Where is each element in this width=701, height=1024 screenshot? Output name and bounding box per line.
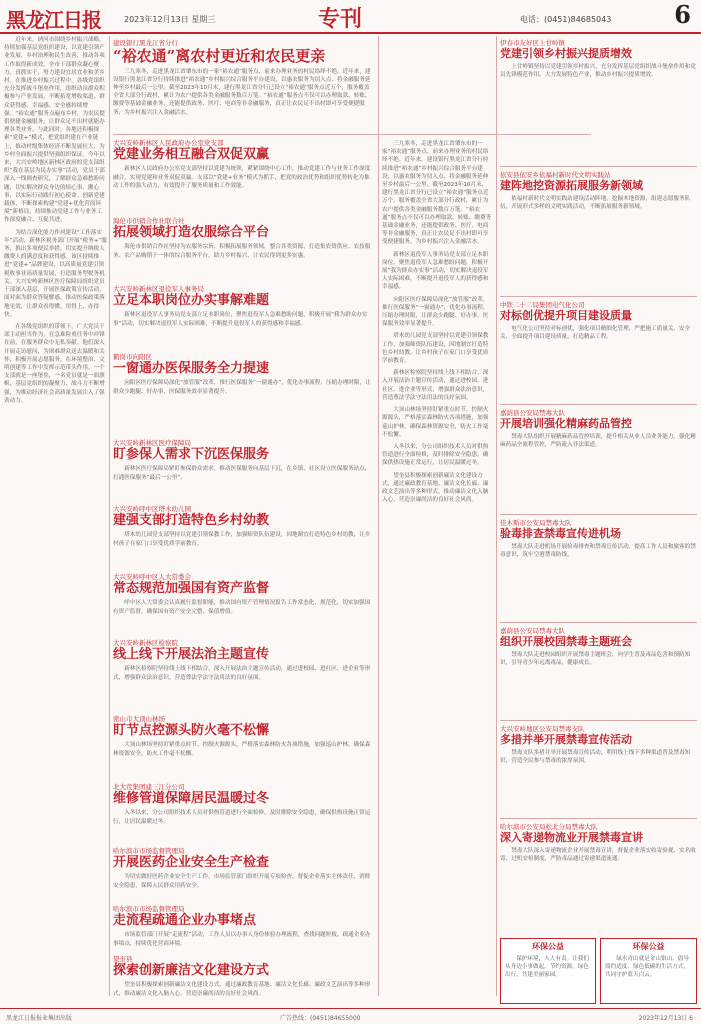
article-headline: 一窗通办医保服务全力提速	[113, 361, 270, 376]
article-headline: 对标创优提升项目建设质量	[500, 309, 632, 322]
paragraph: 入冬以来，分公司组织技术人员对供热管道进行全面检修，及时排除安全隐患，确保供热设施正常运行，让居民温暖过冬。	[382, 443, 489, 467]
article-a4	[113, 284, 375, 350]
article-headline: 维修管道保障居民温暖过冬	[113, 791, 270, 806]
paragraph: 向阳区医疗保障局深化“放管服”改革，推行医保服务“一窗通办”，优化办事流程，压缩办理时限，让群众少跑腿、好办事，医保服务效率显著提升。	[113, 380, 371, 395]
paragraph: 海伦市供销合作社坚持为农服务宗旨，积极拓展服务领域，整合各类资源，打造集农资供应、农技服务、农产品购销于一体的综合服务平台，助力乡村振兴，让农民得到更多实惠。	[113, 244, 371, 259]
paragraph: 望奎县积极探索创新廉洁文化建设方式，通过廉政教育基地、廉洁文化长廊、廉政文艺演出等多种形式，推动廉洁文化入脑入心，营造崇廉尚洁的良好社会风尚。	[113, 982, 371, 997]
box-title: 环保公益	[632, 942, 665, 951]
column-rule	[496, 36, 497, 996]
article-kicker: 哈尔滨市市场监督管理局	[113, 847, 185, 855]
article-body	[113, 809, 375, 825]
box-body	[501, 955, 595, 980]
phone-line: 电话：(0451)84685043	[520, 15, 612, 24]
issue-date: 2023年12月13日 星期三	[124, 15, 216, 24]
article-kicker: 嘉荫县公安局禁毒大队	[500, 627, 565, 635]
column-rule	[378, 36, 379, 996]
article-body	[113, 379, 375, 395]
article-kicker: 大兴安岭呼中区人大常委会	[113, 573, 191, 581]
paragraph: 电气化公司坚持对标创优，强化项目精细化管理，严把施工质量关、安全关，全面提升项目建设质量，打造精品工程。	[500, 326, 691, 341]
article-headline: 建阵地挖资源拓展服务新领域	[500, 179, 643, 192]
divider	[500, 818, 697, 819]
paragraph: 近年来，讷河市围绕乡村振兴战略，持续加强基层党组织建设，以党建引领产业发展、乡村治理和民生改善，推动各项工作取得新成效。全市干部群众凝心聚力、真抓实干，努力建设宜居宜业和美乡村。在推进乡村振兴过程中，各级党组织充分发挥战斗堡垒作用，组织动员群众积极参与产业发展，不断拓宽增收渠道，群众获得感、幸福感、安全感持续增强。“裕农通”服务点遍布乡村，为农民提供便捷金融服务，让群众足不出村就能办理各类业务。与此同时，各地还积极探索“党建+”模式，把党组织建在产业链上，推动村级集体经济不断发展壮大，为乡村全面振兴提供坚强组织保证。今年以来，大兴安岭地区新林区政府的党支部组织“我在基层为民办实事”活动，党员干部深入一线调查研究，了解群众急难愁盼问题，切实解决群众身边的烦心事、揪心事，以实际行动践行初心使命。创新党建载体，不断探索构建“党建+优化营商环境”新格局，持续推动党建工作与业务工作深度融合、互促共进。	[4, 37, 105, 224]
article-body	[500, 325, 697, 341]
article-kicker: 大兴安岭地区公安局禁毒支队	[500, 725, 585, 733]
paragraph: 市场监管部门开展“走流程”活动，工作人员以办事人身份体验办理流程，查找问题短板，疏通企业办事堵点，持续优化营商环境。	[113, 932, 371, 947]
paragraph: 新林区医疗保障局紧盯参保群众需求，推动医保服务向基层下沉，在乡镇、社区设立医保服务站点，打通医保服务“最后一公里”。	[113, 466, 371, 481]
public-service-box-1	[500, 938, 596, 1004]
article-kicker: 哈尔滨市市场监督管理局	[113, 905, 185, 913]
article-kicker: 建设银行黑龙江省分行	[113, 39, 178, 47]
article-a18	[500, 408, 697, 512]
article-body	[500, 433, 697, 449]
divider	[500, 404, 697, 405]
article-a7	[113, 504, 375, 570]
paragraph: 向阳区医疗保障局深化“放管服”改革，推行医保服务“一窗通办”，优化办事流程，压缩办理时限，让群众少跑腿、好办事，医保服务效率显著提升。	[382, 296, 489, 328]
paragraph: 禁毒大队组织开展精麻药品管控培训，提升相关从业人员业务能力，强化精麻药品全流程管控，严防流入非法渠道。	[500, 434, 696, 449]
article-kicker: 密山市大顶山林场	[113, 715, 165, 723]
divider	[500, 296, 697, 297]
article-headline: 多措并举开展禁毒宣传活动	[500, 733, 632, 746]
paragraph: 绿水青山就是金山银山。倡导简约适度、绿色低碳的生活方式，共同守护蓝天白云。	[605, 956, 689, 979]
column-rule	[109, 36, 110, 996]
paragraph: 保护环境，人人有责。让我们从身边小事做起，节约资源，绿色出行，共建美丽家园。	[505, 956, 589, 979]
article-headline: 开展培训强化精麻药品管控	[500, 417, 632, 430]
article-headline: 探索创新廉洁文化建设方式	[113, 963, 270, 978]
article-kicker: 鹤岗市向阳区	[113, 353, 152, 361]
article-body	[500, 847, 697, 863]
article-body	[500, 543, 697, 559]
paragraph: 依福村新时代文明实践站建设活动阵地，挖掘本地资源，组建志愿服务队伍，开展形式多样的文明实践活动，不断拓展服务新领域。	[500, 196, 691, 211]
article-kicker: 伊春市友好区上甘岭镇	[500, 39, 565, 47]
paragraph: 禁毒大队深入寄递物流企业开展禁毒宣讲，督促企业落实收寄验视、实名收寄、过机安检制度，严防毒品通过寄递渠道流通。	[500, 848, 696, 863]
article-headline: 党建业务相互融合双促双赢	[113, 147, 270, 162]
article-body	[113, 931, 375, 947]
article-body	[113, 981, 375, 997]
paragraph: 在各级党组织的带领下，广大党员干部主动担当作为，在急难险重任务中冲锋在前，在服务群众中无私奉献。他们深入开展走访慰问，为困难群众送去温暖和关怀；积极开展志愿服务，在环境整治、文明创建等工作中发挥示范带头作用。一个支部就是一座堡垒，一名党员就是一面旗帜，基层党组织的凝聚力、战斗力不断增强，为推动经济社会高质量发展注入了强劲动力。	[4, 323, 105, 404]
article-a17	[500, 300, 697, 402]
article-a12	[113, 846, 375, 902]
divider	[500, 166, 697, 167]
article-a14	[113, 954, 375, 1006]
footer-date: 2023年12月13日 6	[638, 1015, 693, 1022]
newspaper-logo: 黑龙江日报	[6, 8, 101, 32]
article-headline: “裕农通”离农村更近和农民更亲	[113, 47, 326, 65]
article-body	[113, 873, 375, 889]
masthead	[0, 0, 701, 34]
paragraph: 新林区检察院坚持线上线下相结合，深入开展法治主题宣传活动，通过进校园、进社区、进企业等形式，增强群众法治意识，营造尊法学法守法用法的良好氛围。	[382, 370, 489, 401]
article-headline: 线上线下开展法治主题宣传	[113, 647, 270, 662]
article-kicker: 北大荒集团建三江分公司	[113, 783, 185, 791]
article-headline: 验毒排查禁毒宣传进机场	[500, 527, 621, 540]
paragraph: 望奎县积极探索创新廉洁文化建设方式，通过廉政教育基地、廉洁文化长廊、廉政文艺演出等多种形式，推动廉洁文化入脑入心，营造崇廉尚洁的良好社会风尚。	[382, 472, 489, 504]
article-headline: 开展医药企业安全生产检查	[113, 855, 270, 870]
article-body	[113, 531, 375, 547]
article-kicker: 望奎县	[113, 955, 133, 963]
article-body	[500, 749, 697, 765]
article-kicker: 海伦市供销合作社联合社	[113, 217, 185, 225]
article-body	[113, 599, 375, 615]
article-headline: 拓展领域打造农服综合平台	[113, 225, 270, 240]
box-title: 环保公益	[532, 942, 564, 951]
article-kicker: 大兴安岭呼中区塔木幼儿园	[113, 505, 191, 513]
article-body	[500, 651, 697, 667]
paragraph: 塔木幼儿园党支部坚持以党建引领保教工作，加强师资队伍建设，因地制宜打造特色乡村幼教，让乡村孩子在家门口享受优质学前教育。	[382, 333, 489, 365]
footer-publisher: 黑龙江日报报业集团出版	[6, 1015, 73, 1022]
article-a9	[113, 638, 375, 712]
footer-ad-line: 广告热线：(0451)84655000	[280, 1015, 361, 1022]
article-a2	[113, 138, 375, 214]
article-body	[113, 68, 375, 117]
paragraph: 禁毒支队多措并举开展禁毒宣传活动，利用线上线下多种渠道普及禁毒知识，营造全民参与禁毒的浓厚氛围。	[500, 750, 691, 765]
paragraph: 呼中区人大常委会认真履行监督职能，推动国有资产管理情况报告工作常态化、规范化，切实加强国有资产监督，确保国有资产安全完整、保值增值。	[113, 600, 371, 615]
page-footer	[0, 1008, 701, 1024]
paragraph: 三九寒冬，走进黑龙江省肇东市的一家“裕农通”服务点，前来办理业务的村民络绎不绝。近年来，建设银行黑龙江省分行持续推进“裕农通”乡村振兴综合服务平台建设，以惠农服务为切入点，将金融服务延伸至乡村最后一公里。截至2023年10月末，建行黑龙江省分行已设立“裕农通”服务点近万个，服务覆盖全省大部分行政村，累计为农户提供各类金融服务数百万笔。“裕农通”服务点不仅可以办理取款、转账、缴费等基础金融业务，还能提供政务、医疗、电商等非金融服务，真正让农民足不出村即可享受便捷服务，为乡村振兴注入金融活水。	[382, 141, 492, 246]
article-kicker: 佳木斯市公安局禁毒大队	[500, 519, 572, 527]
article-a20	[500, 626, 697, 718]
paragraph: 上甘岭镇坚持以党建引领乡村振兴，充分发挥基层党组织战斗堡垒作用和党员先锋模范作用，大力发展特色产业，推动乡村振兴提质增效。	[500, 64, 696, 79]
paragraph: 塔木幼儿园党支部坚持以党建引领保教工作，加强师资队伍建设，因地制宜打造特色乡村幼教，让乡村孩子在家门口享受优质学前教育。	[113, 532, 371, 547]
paragraph: 三九寒冬，走进黑龙江省肇东市的一家“裕农通”服务点，前来办理业务的村民络绎不绝。近年来，建设银行黑龙江省分行持续推进“裕农通”乡村振兴综合服务平台建设，以惠农服务为切入点，将金融服务延伸至乡村最后一公里。截至2023年10月末，建行黑龙江省分行已设立“裕农通”服务点近万个，服务覆盖全省大部分行政村，累计为农户提供各类金融服务数百万笔。“裕农通”服务点不仅可以办理取款、转账、缴费等基础金融业务，还能提供政务、医疗、电商等非金融服务，真正让农民足不出村即可享受便捷服务，为乡村振兴注入金融活水。	[113, 68, 371, 116]
divider	[500, 514, 697, 515]
paragraph: 大顶山林场坚持盯紧重点时节、控制火源源头，严格落实森林防火各项措施，加强巡山护林，确保森林资源安全，防火工作毫不松懈。	[113, 742, 371, 757]
paragraph: 为切实做好医药企业安全生产工作，市场监管部门组织开展专项检查，督促企业落实主体责任，消除安全隐患，保障人民群众用药安全。	[113, 874, 371, 889]
article-headline: 常态规范加强国有资产监督	[113, 581, 270, 596]
paragraph: 为结合深化能力作风建设“工作落实年”活动，新林区税务部门开展“税务+”服务，推出多项便民举措，切实提升纳税人缴费人的满意度和获得感。该区持续推进“党建+”品牌建设，以高质量党建引领税收事业高质量发展，打造服务型税务机关。大兴安岭新林区医疗保障局组织党员干部深入基层，开展医保政策宣传活动，面对面为群众答疑解惑，推动医保政策落地见效，让群众看得懂、用得上、办得快。	[4, 229, 107, 318]
article-a1	[113, 38, 375, 132]
paragraph: 禁毒大队走进机场开展验毒排查和禁毒宣传活动，提高工作人员和旅客的禁毒意识，筑牢空港禁毒防线。	[500, 544, 696, 559]
column-text-2	[382, 140, 492, 1000]
article-body	[113, 465, 375, 481]
article-body	[500, 195, 697, 211]
article-a19	[500, 518, 697, 620]
section-title: 专刊	[318, 6, 363, 32]
article-kicker: 中铁二十二局集团电气化公司	[500, 301, 585, 309]
paragraph: 新林区退役军人事务局党支部立足本职岗位，聚焦退役军人急难愁盼问题，积极开展“我为群众办实事”活动，切实解决退役军人实际困难，不断提升退役军人的获得感和幸福感。	[382, 251, 489, 291]
article-kicker: 大兴安岭新林区医疗保障局	[113, 439, 191, 447]
paragraph: 禁毒大队走进校园组织开展禁毒主题班会，向学生普及毒品危害和预防知识，引导青少年远离毒品，健康成长。	[500, 652, 691, 667]
article-a5	[113, 352, 375, 436]
article-headline: 党建引领乡村振兴提质增效	[500, 47, 632, 60]
article-a16	[500, 170, 697, 294]
article-headline: 走流程疏通企业办事堵点	[113, 913, 257, 928]
article-headline: 盯参保人需求下沉医保服务	[113, 447, 270, 462]
paragraph: 新林区退役军人事务局党支部立足本职岗位，聚焦退役军人急难愁盼问题，积极开展“我为群众办实事”活动，切实解决退役军人实际困难，不断提升退役军人的获得感和幸福感。	[113, 312, 368, 327]
article-headline: 立足本职岗位办实事解难题	[113, 293, 270, 308]
divider	[500, 720, 697, 721]
paragraph: 入冬以来，分公司组织技术人员对供热管道进行全面检修，及时排除安全隐患，确保供热设施正常运行，让居民温暖过冬。	[113, 810, 371, 825]
article-a8	[113, 572, 375, 636]
article-headline: 建强支部打造特色乡村幼教	[113, 513, 270, 528]
article-headline: 组织开展校园禁毒主题班会	[500, 635, 632, 648]
box-body	[601, 955, 696, 980]
article-kicker: 大兴安岭新林区人民政府办公室党支部	[113, 139, 224, 147]
article-a10	[113, 714, 375, 780]
public-service-box-2	[600, 938, 697, 1004]
divider	[500, 622, 697, 623]
paragraph: 新林区人民政府办公室党支部坚持以党建为统领，紧紧围绕中心工作，推动党建工作与业务工作深度融合，实现党建和业务双促双赢。支部以“党建+业务”模式为抓手，把党的政治优势和组织优势转化为推动工作的强大动力，有效提升了服务质量和工作效能。	[113, 166, 371, 189]
article-body	[113, 165, 375, 190]
article-kicker: 哈尔滨市公安局松北分局禁毒大队	[500, 823, 598, 831]
article-a13	[113, 904, 375, 952]
article-kicker: 依安县依安乡依福村新时代文明实践站	[500, 171, 611, 179]
page-number: 6	[674, 0, 691, 29]
article-body	[113, 243, 375, 259]
article-kicker: 大兴安岭新林区检察院	[113, 639, 178, 647]
article-body	[113, 665, 375, 681]
paragraph: 大顶山林场坚持盯紧重点时节、控制火源源头，严格落实森林防火各项措施，加强巡山护林，确保森林资源安全，防火工作毫不松懈。	[382, 407, 489, 438]
article-body	[113, 741, 375, 757]
article-a6	[113, 438, 375, 502]
article-headline: 深入寄递物流业开展禁毒宣讲	[500, 831, 643, 844]
article-a3	[113, 216, 375, 282]
article-body	[500, 63, 697, 79]
article-a21	[500, 724, 697, 816]
article-kicker: 大兴安岭新林区退役军人事务局	[113, 285, 204, 293]
article-a15	[500, 38, 697, 164]
article-kicker: 嘉荫县公安局禁毒大队	[500, 409, 565, 417]
article-a22	[500, 822, 697, 934]
article-headline: 盯节点控源头防火毫不松懈	[113, 723, 270, 738]
paragraph: 新林区检察院坚持线上线下相结合，深入开展法治主题宣传活动，通过进校园、进社区、进企业等形式，增强群众法治意识，营造尊法学法守法用法的良好氛围。	[113, 666, 371, 681]
article-body	[113, 311, 375, 327]
column-text-1	[4, 36, 107, 996]
article-a11	[113, 782, 375, 844]
